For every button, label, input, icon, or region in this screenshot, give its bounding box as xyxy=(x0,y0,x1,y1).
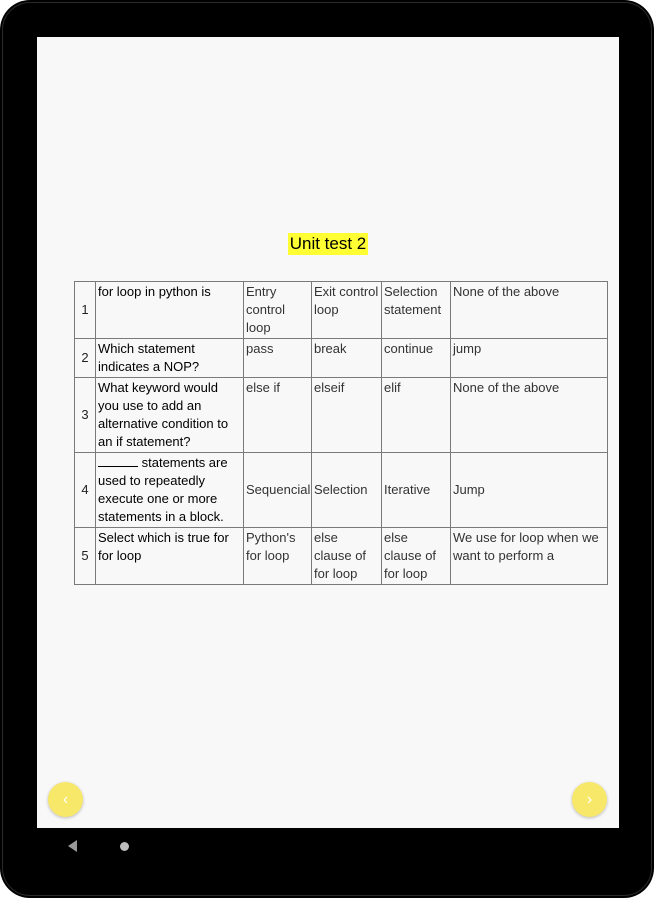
table-row xyxy=(75,378,608,453)
option-a: Python's for loop xyxy=(244,528,312,585)
option-c: elif xyxy=(382,378,451,453)
question-text: for loop in python is xyxy=(96,282,244,339)
question-number: 2 xyxy=(75,339,96,378)
system-back-icon[interactable] xyxy=(68,840,77,852)
system-home-icon[interactable] xyxy=(120,842,129,851)
question-text-suffix: statements are used to repeatedly execute one or more statements in a block. xyxy=(98,455,228,524)
option-b: elseif xyxy=(312,378,382,453)
table-row xyxy=(75,339,608,378)
option-a: Sequencial xyxy=(244,453,312,528)
fill-in-blank xyxy=(98,466,138,467)
table-row xyxy=(75,282,608,339)
option-d: jump xyxy=(451,339,608,378)
option-b: break xyxy=(312,339,382,378)
question-text: What keyword would you use to add an alternative condition to an if statement? xyxy=(96,378,244,453)
question-text xyxy=(96,453,244,528)
question-number: 1 xyxy=(75,282,96,339)
option-d: None of the above xyxy=(451,282,608,339)
option-a: else if xyxy=(244,378,312,453)
question-table xyxy=(74,281,608,585)
title-container xyxy=(37,233,619,255)
option-d: None of the above xyxy=(451,378,608,453)
question-number: 3 xyxy=(75,378,96,453)
option-b: else clause of for loop xyxy=(312,528,382,585)
document-viewer[interactable] xyxy=(37,37,619,828)
question-number: 5 xyxy=(75,528,96,585)
question-text: Select which is true for for loop xyxy=(96,528,244,585)
option-a: pass xyxy=(244,339,312,378)
option-c: else clause of for loop xyxy=(382,528,451,585)
option-d: We use for loop when we want to perform a xyxy=(451,528,608,585)
option-d: Jump xyxy=(451,453,608,528)
option-c: Selection statement xyxy=(382,282,451,339)
next-page-button[interactable] xyxy=(572,782,607,817)
option-a: Entry control loop xyxy=(244,282,312,339)
option-b: Exit control loop xyxy=(312,282,382,339)
option-c: continue xyxy=(382,339,451,378)
document-title: Unit test 2 xyxy=(289,234,367,253)
chevron-left-icon: ‹ xyxy=(62,791,69,808)
table-row xyxy=(75,453,608,528)
previous-page-button[interactable] xyxy=(48,782,83,817)
question-number: 4 xyxy=(75,453,96,528)
option-b: Selection xyxy=(312,453,382,528)
option-c: Iterative xyxy=(382,453,451,528)
chevron-right-icon: › xyxy=(586,791,593,808)
question-text: Which statement indicates a NOP? xyxy=(96,339,244,378)
table-row xyxy=(75,528,608,585)
